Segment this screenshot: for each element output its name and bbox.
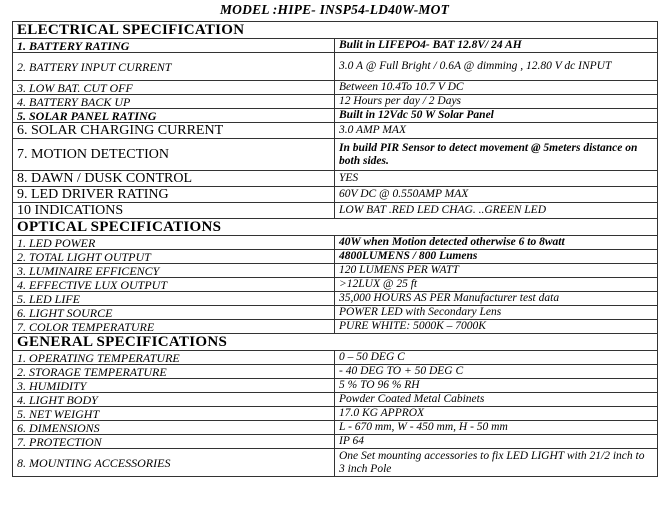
spec-label: 6. LIGHT SOURCE [13, 306, 335, 320]
spec-label: 4. EFFECTIVE LUX OUTPUT [13, 278, 335, 292]
spec-row [13, 421, 658, 435]
spec-value: IP 64 [335, 435, 658, 449]
spec-label: 4. LIGHT BODY [13, 393, 335, 407]
spec-label: 7. MOTION DETECTION [13, 139, 335, 171]
spec-row [13, 306, 658, 320]
spec-label: 3. HUMIDITY [13, 379, 335, 393]
spec-label: 5. SOLAR PANEL RATING [13, 109, 335, 123]
spec-value: Built in 12Vdc 50 W Solar Panel [335, 109, 658, 123]
spec-row [13, 264, 658, 278]
spec-label: 2. TOTAL LIGHT OUTPUT [13, 250, 335, 264]
section-header-row [13, 219, 658, 236]
spec-label: 5. LED LIFE [13, 292, 335, 306]
section-heading: OPTICAL SPECIFICATIONS [13, 219, 658, 236]
spec-label: 1. LED POWER [13, 236, 335, 250]
spec-row [13, 320, 658, 334]
spec-label: 9. LED DRIVER RATING [13, 187, 335, 203]
section-heading: ELECTRICAL SPECIFICATION [13, 22, 658, 39]
spec-label: 3. LUMINAIRE EFFICENCY [13, 264, 335, 278]
spec-value: One Set mounting accessories to fix LED LIGHT with 21/2 inch to 3 inch Pole [335, 449, 658, 477]
spec-label: 10 INDICATIONS [13, 203, 335, 219]
spec-row [13, 351, 658, 365]
spec-value: PURE WHITE: 5000K – 7000K [335, 320, 658, 334]
section-header-row [13, 334, 658, 351]
spec-row [13, 449, 658, 477]
spec-value: 60V DC @ 0.550AMP MAX [335, 187, 658, 203]
spec-label: 1. OPERATING TEMPERATURE [13, 351, 335, 365]
spec-value: >12LUX @ 25 ft [335, 278, 658, 292]
document-title: MODEL :HIPE- INSP54-LD40W-MOT [219, 2, 450, 17]
spec-row [13, 171, 658, 187]
spec-row [13, 393, 658, 407]
spec-row [13, 81, 658, 95]
spec-value: Bulit in LIFEPO4- BAT 12.8V/ 24 AH [335, 39, 658, 53]
spec-value: 3.0 A @ Full Bright / 0.6A @ dimming , 12.80 V dc INPUT [335, 53, 658, 81]
spec-row [13, 292, 658, 306]
spec-label: 3. LOW BAT. CUT OFF [13, 81, 335, 95]
section-header-row [13, 22, 658, 39]
specification-table [12, 21, 658, 477]
spec-label: 5. NET WEIGHT [13, 407, 335, 421]
spec-value: 120 LUMENS PER WATT [335, 264, 658, 278]
spec-row [13, 203, 658, 219]
spec-row [13, 435, 658, 449]
spec-value: 3.0 AMP MAX [335, 123, 658, 139]
spec-label: 4. BATTERY BACK UP [13, 95, 335, 109]
spec-row [13, 236, 658, 250]
spec-label: 1. BATTERY RATING [13, 39, 335, 53]
spec-value: L - 670 mm, W - 450 mm, H - 50 mm [335, 421, 658, 435]
spec-row [13, 365, 658, 379]
spec-row [13, 123, 658, 139]
spec-value: LOW BAT .RED LED CHAG. ..GREEN LED [335, 203, 658, 219]
spec-value: - 40 DEG TO + 50 DEG C [335, 365, 658, 379]
spec-value: POWER LED with Secondary Lens [335, 306, 658, 320]
spec-label: 7. PROTECTION [13, 435, 335, 449]
spec-value: 0 – 50 DEG C [335, 351, 658, 365]
spec-label: 2. BATTERY INPUT CURRENT [13, 53, 335, 81]
spec-row [13, 53, 658, 81]
spec-label: 8. DAWN / DUSK CONTROL [13, 171, 335, 187]
spec-value: 35,000 HOURS AS PER Manufacturer test data [335, 292, 658, 306]
spec-value: 17.0 KG APPROX [335, 407, 658, 421]
spec-value: YES [335, 171, 658, 187]
spec-value: Between 10.4To 10.7 V DC [335, 81, 658, 95]
spec-row [13, 187, 658, 203]
spec-row [13, 407, 658, 421]
spec-row [13, 109, 658, 123]
spec-row [13, 379, 658, 393]
spec-row [13, 250, 658, 264]
spec-label: 7. COLOR TEMPERATURE [13, 320, 335, 334]
spec-label: 6. SOLAR CHARGING CURRENT [13, 123, 335, 139]
spec-row [13, 95, 658, 109]
spec-row [13, 139, 658, 171]
spec-value: 5 % TO 96 % RH [335, 379, 658, 393]
spec-label: 8. MOUNTING ACCESSORIES [13, 449, 335, 477]
spec-label: 6. DIMENSIONS [13, 421, 335, 435]
spec-value: 40W when Motion detected otherwise 6 to 8watt [335, 236, 658, 250]
section-heading: GENERAL SPECIFICATIONS [13, 334, 658, 351]
spec-value: In build PIR Sensor to detect movement @ 5meters distance on both sides. [335, 139, 658, 171]
spec-row [13, 39, 658, 53]
spec-value: 4800LUMENS / 800 Lumens [335, 250, 658, 264]
spec-value: 12 Hours per day / 2 Days [335, 95, 658, 109]
spec-label: 2. STORAGE TEMPERATURE [13, 365, 335, 379]
spec-value: Powder Coated Metal Cabinets [335, 393, 658, 407]
spec-row [13, 278, 658, 292]
